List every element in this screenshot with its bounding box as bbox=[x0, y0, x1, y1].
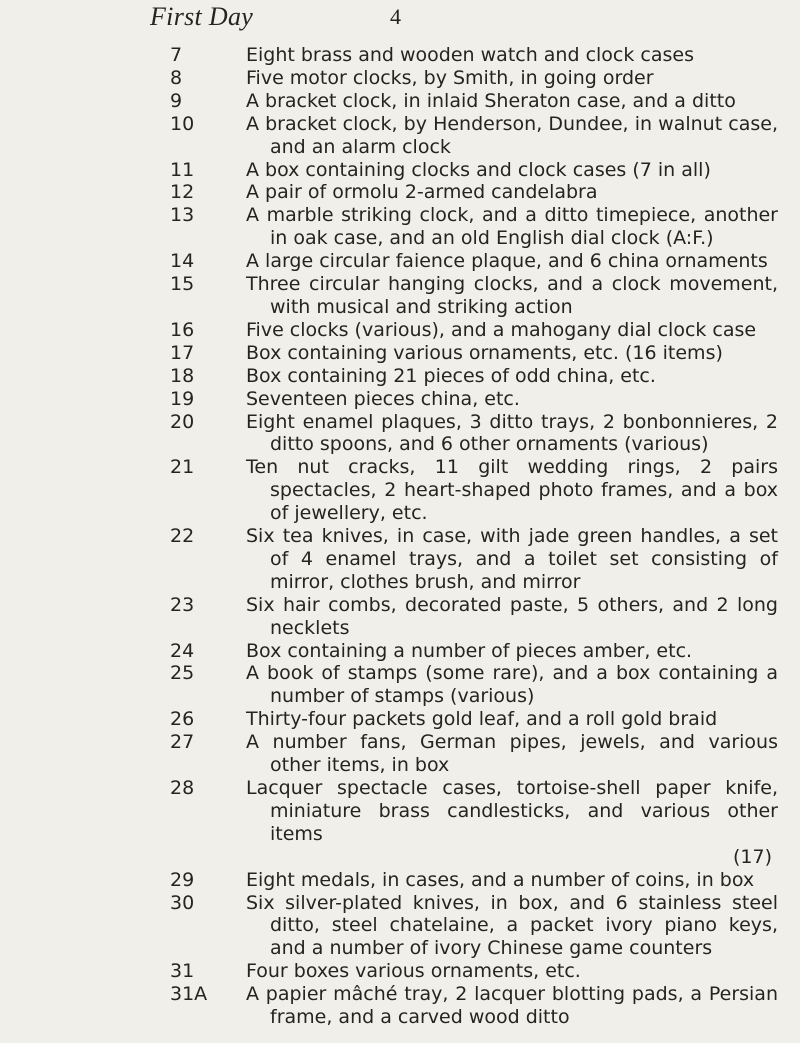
lot-description: Thirty-four packets gold leaf, and a roll gold braid bbox=[246, 708, 718, 731]
lot-description: Three circular hanging clocks, and a clock movement, with musical and striking action bbox=[246, 273, 778, 318]
lot-list bbox=[0, 44, 800, 1029]
lot-description: Eight medals, in cases, and a number of coins, in box bbox=[246, 868, 755, 891]
lot-description: A pair of ormolu 2-armed candelabra bbox=[246, 181, 598, 204]
lot-item bbox=[0, 159, 800, 182]
lot-number: 9 bbox=[170, 89, 183, 112]
lot-number: 30 bbox=[170, 891, 195, 914]
lot-item bbox=[0, 525, 800, 594]
lot-number: 16 bbox=[170, 318, 195, 341]
lot-item bbox=[0, 342, 800, 365]
lot-item bbox=[0, 204, 800, 250]
lot-item bbox=[0, 777, 800, 869]
lot-number: 31 bbox=[170, 960, 195, 983]
lot-number: 11 bbox=[170, 158, 195, 181]
lot-description: A large circular faience plaque, and 6 china ornaments bbox=[246, 250, 768, 273]
lot-number: 13 bbox=[170, 204, 195, 227]
page-number: 4 bbox=[390, 4, 401, 29]
lot-item bbox=[0, 113, 800, 159]
lot-item bbox=[0, 640, 800, 663]
lot-item bbox=[0, 708, 800, 731]
lot-description: Box containing 21 pieces of odd china, etc. bbox=[246, 364, 656, 387]
lot-number: 8 bbox=[170, 66, 183, 89]
lot-number: 22 bbox=[170, 525, 195, 548]
lot-description: Ten nut cracks, 11 gilt wedding rings, 2 pairs spectacles, 2 heart-shaped photo frames, and a box of jewellery, etc. bbox=[246, 456, 778, 525]
lot-item bbox=[0, 456, 800, 525]
lot-item bbox=[0, 960, 800, 983]
lot-number: 20 bbox=[170, 410, 195, 433]
lot-item bbox=[0, 250, 800, 273]
lot-description: Six silver-plated knives, in box, and 6 stainless steel ditto, steel chatelaine, a packet ivory piano keys, and a number of ivory Chinese game counters bbox=[246, 891, 778, 960]
lot-number: 12 bbox=[170, 181, 195, 204]
lot-item bbox=[0, 983, 800, 1029]
lot-number: 31A bbox=[170, 983, 208, 1006]
lot-description: A papier mâché tray, 2 lacquer blotting pads, a Persian frame, and a carved wood ditto bbox=[246, 983, 778, 1029]
lot-count: (17) bbox=[732, 845, 772, 868]
lot-description: A bracket clock, by Henderson, Dundee, in walnut case, and an alarm clock bbox=[246, 112, 778, 158]
lot-number: 14 bbox=[170, 250, 195, 273]
lot-description: Five motor clocks, by Smith, in going order bbox=[246, 66, 654, 89]
lot-number: 23 bbox=[170, 593, 195, 616]
lot-description: Seventeen pieces china, etc. bbox=[246, 387, 520, 410]
lot-item bbox=[0, 594, 800, 640]
lot-number: 10 bbox=[170, 112, 195, 135]
lot-description: Box containing various ornaments, etc. (16 items) bbox=[246, 341, 723, 364]
lot-description: A marble striking clock, and a ditto timepiece, another in oak case, and an old English dial clock (A:F.) bbox=[246, 204, 778, 250]
lot-number: 26 bbox=[170, 708, 195, 731]
lot-description: A bracket clock, in inlaid Sheraton case, and a ditto bbox=[246, 89, 736, 112]
lot-description: A box containing clocks and clock cases (7 in all) bbox=[246, 158, 711, 181]
lot-description: Eight brass and wooden watch and clock cases bbox=[246, 44, 694, 66]
lot-item bbox=[0, 273, 800, 319]
lot-number: 19 bbox=[170, 387, 195, 410]
lot-description: A book of stamps (some rare), and a box containing a number of stamps (various) bbox=[246, 662, 778, 708]
lot-item bbox=[0, 44, 800, 67]
lot-number: 7 bbox=[170, 44, 183, 66]
lot-description: Five clocks (various), and a mahogany dial clock case bbox=[246, 318, 757, 341]
page-header bbox=[0, 2, 800, 38]
lot-item bbox=[0, 365, 800, 388]
lot-item bbox=[0, 869, 800, 892]
page-title: First Day bbox=[150, 2, 254, 31]
lot-number: 17 bbox=[170, 341, 195, 364]
lot-item bbox=[0, 388, 800, 411]
lot-item bbox=[0, 181, 800, 204]
lot-item bbox=[0, 90, 800, 113]
lot-number: 18 bbox=[170, 364, 195, 387]
lot-description: Six tea knives, in case, with jade green handles, a set of 4 enamel trays, and a toilet set consisting of mirror, clothes brush, and mirror bbox=[246, 525, 778, 593]
lot-number: 28 bbox=[170, 777, 195, 799]
lot-description: Eight enamel plaques, 3 ditto trays, 2 bonbonnieres, 2 ditto spoons, and 6 other ornaments (various) bbox=[246, 410, 778, 456]
lot-number: 27 bbox=[170, 731, 195, 754]
lot-item bbox=[0, 892, 800, 961]
lot-description: Box containing a number of pieces amber, etc. bbox=[246, 639, 693, 662]
lot-description: Six hair combs, decorated paste, 5 others, and 2 long necklets bbox=[246, 593, 778, 639]
lot-description: A number fans, German pipes, jewels, and various other items, in box bbox=[246, 731, 778, 777]
lot-number: 15 bbox=[170, 273, 195, 296]
lot-description: Lacquer spectacle cases, tortoise-shell paper knife, miniature brass candlesticks, and various other items bbox=[246, 777, 778, 845]
lot-item bbox=[0, 67, 800, 90]
lot-item bbox=[0, 731, 800, 777]
lot-item bbox=[0, 319, 800, 342]
lot-item bbox=[0, 411, 800, 457]
lot-number: 25 bbox=[170, 662, 195, 685]
lot-number: 29 bbox=[170, 868, 195, 891]
lot-item bbox=[0, 662, 800, 708]
lot-number: 21 bbox=[170, 456, 195, 479]
lot-description: Four boxes various ornaments, etc. bbox=[246, 960, 581, 983]
lot-number: 24 bbox=[170, 639, 195, 662]
